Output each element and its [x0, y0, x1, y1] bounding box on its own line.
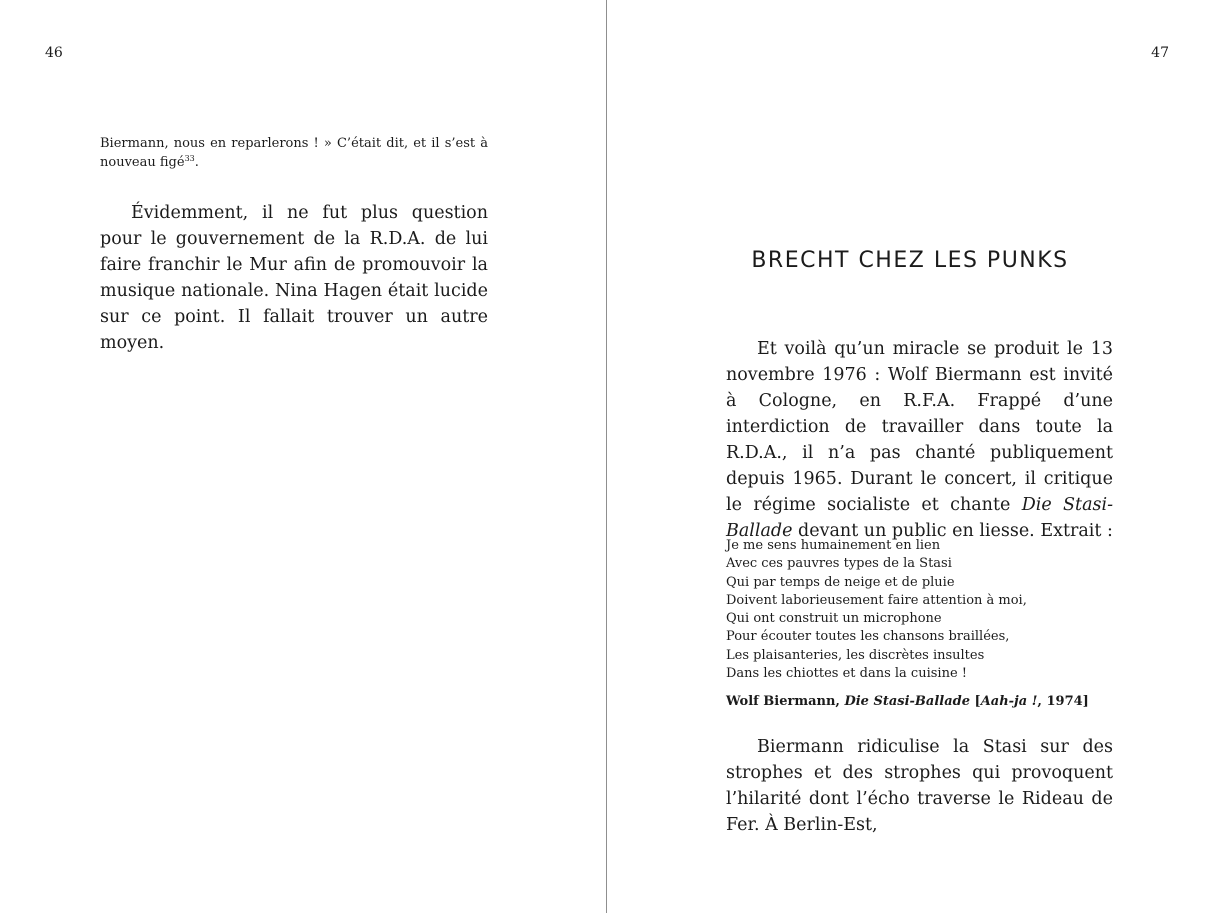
poem-line: Qui par temps de neige et de pluie	[726, 574, 955, 590]
poem-line: Doivent laborieusement faire attention à moi,	[726, 592, 1027, 608]
source-year: , 1974]	[1037, 694, 1089, 709]
quote-continuation	[100, 134, 488, 172]
page-number-right: 47	[1151, 45, 1169, 61]
source-author: Wolf Biermann,	[726, 694, 845, 709]
poem-source-citation	[726, 692, 1113, 711]
footnote-reference: 33	[184, 154, 195, 163]
quote-continuation-text: Biermann, nous en reparlerons ! » C’était dit, et il s’est à nouveau figé	[100, 136, 488, 170]
body-paragraph-left: Évidemment, il ne fut plus question pour le gouvernement de la R.D.A. de lui faire franchir le Mur afin de promouvoir la musique nationale. Nina Hagen était lucide sur ce point. Il fallait trouver un autre moyen.	[100, 203, 488, 353]
song-title: Die Stasi-Ballade	[726, 495, 1113, 541]
page-number-left: 46	[45, 45, 63, 61]
poem-excerpt	[726, 537, 1113, 683]
poem-line: Pour écouter toutes les chansons braillées,	[726, 629, 1010, 645]
source-bracket: [	[970, 694, 981, 709]
poem-line: Je me sens humainement en lien	[726, 538, 941, 553]
poem-line: Qui ont construit un microphone	[726, 611, 942, 627]
poem-line: Dans les chiottes et dans la cuisine !	[726, 666, 967, 682]
source-work: Die Stasi-Ballade	[844, 694, 971, 709]
poem-line: Avec ces pauvres types de la Stasi	[726, 556, 952, 572]
body-paragraph-intro	[726, 336, 1113, 544]
source-album: Aah-ja !	[980, 694, 1038, 709]
left-page	[0, 0, 606, 913]
right-page	[607, 0, 1213, 913]
quote-continuation-period: .	[194, 155, 199, 170]
body-paragraph-continuation: Biermann ridiculise la Stasi sur des strophes et des strophes qui provoquent l’hilarité dont l’écho traverse le Rideau de Fer. À Berlin-Est,	[726, 737, 1113, 835]
poem-line: Les plaisanteries, les discrètes insultes	[726, 647, 985, 663]
chapter-title: BRECHT CHEZ LES PUNKS	[751, 248, 1069, 273]
intro-text-a: Et voilà qu’un miracle se produit le 13 novembre 1976 : Wolf Biermann est invité à Cologne, en R.F.A. Frappé d’une interdiction de travailler dans toute la R.D.A., il n’a pas chanté publiquement depuis 1965. Durant le concert, il critique le régime socialiste et chante	[726, 339, 1113, 515]
intro-text-b: devant un public en liesse. Extrait :	[792, 521, 1113, 541]
